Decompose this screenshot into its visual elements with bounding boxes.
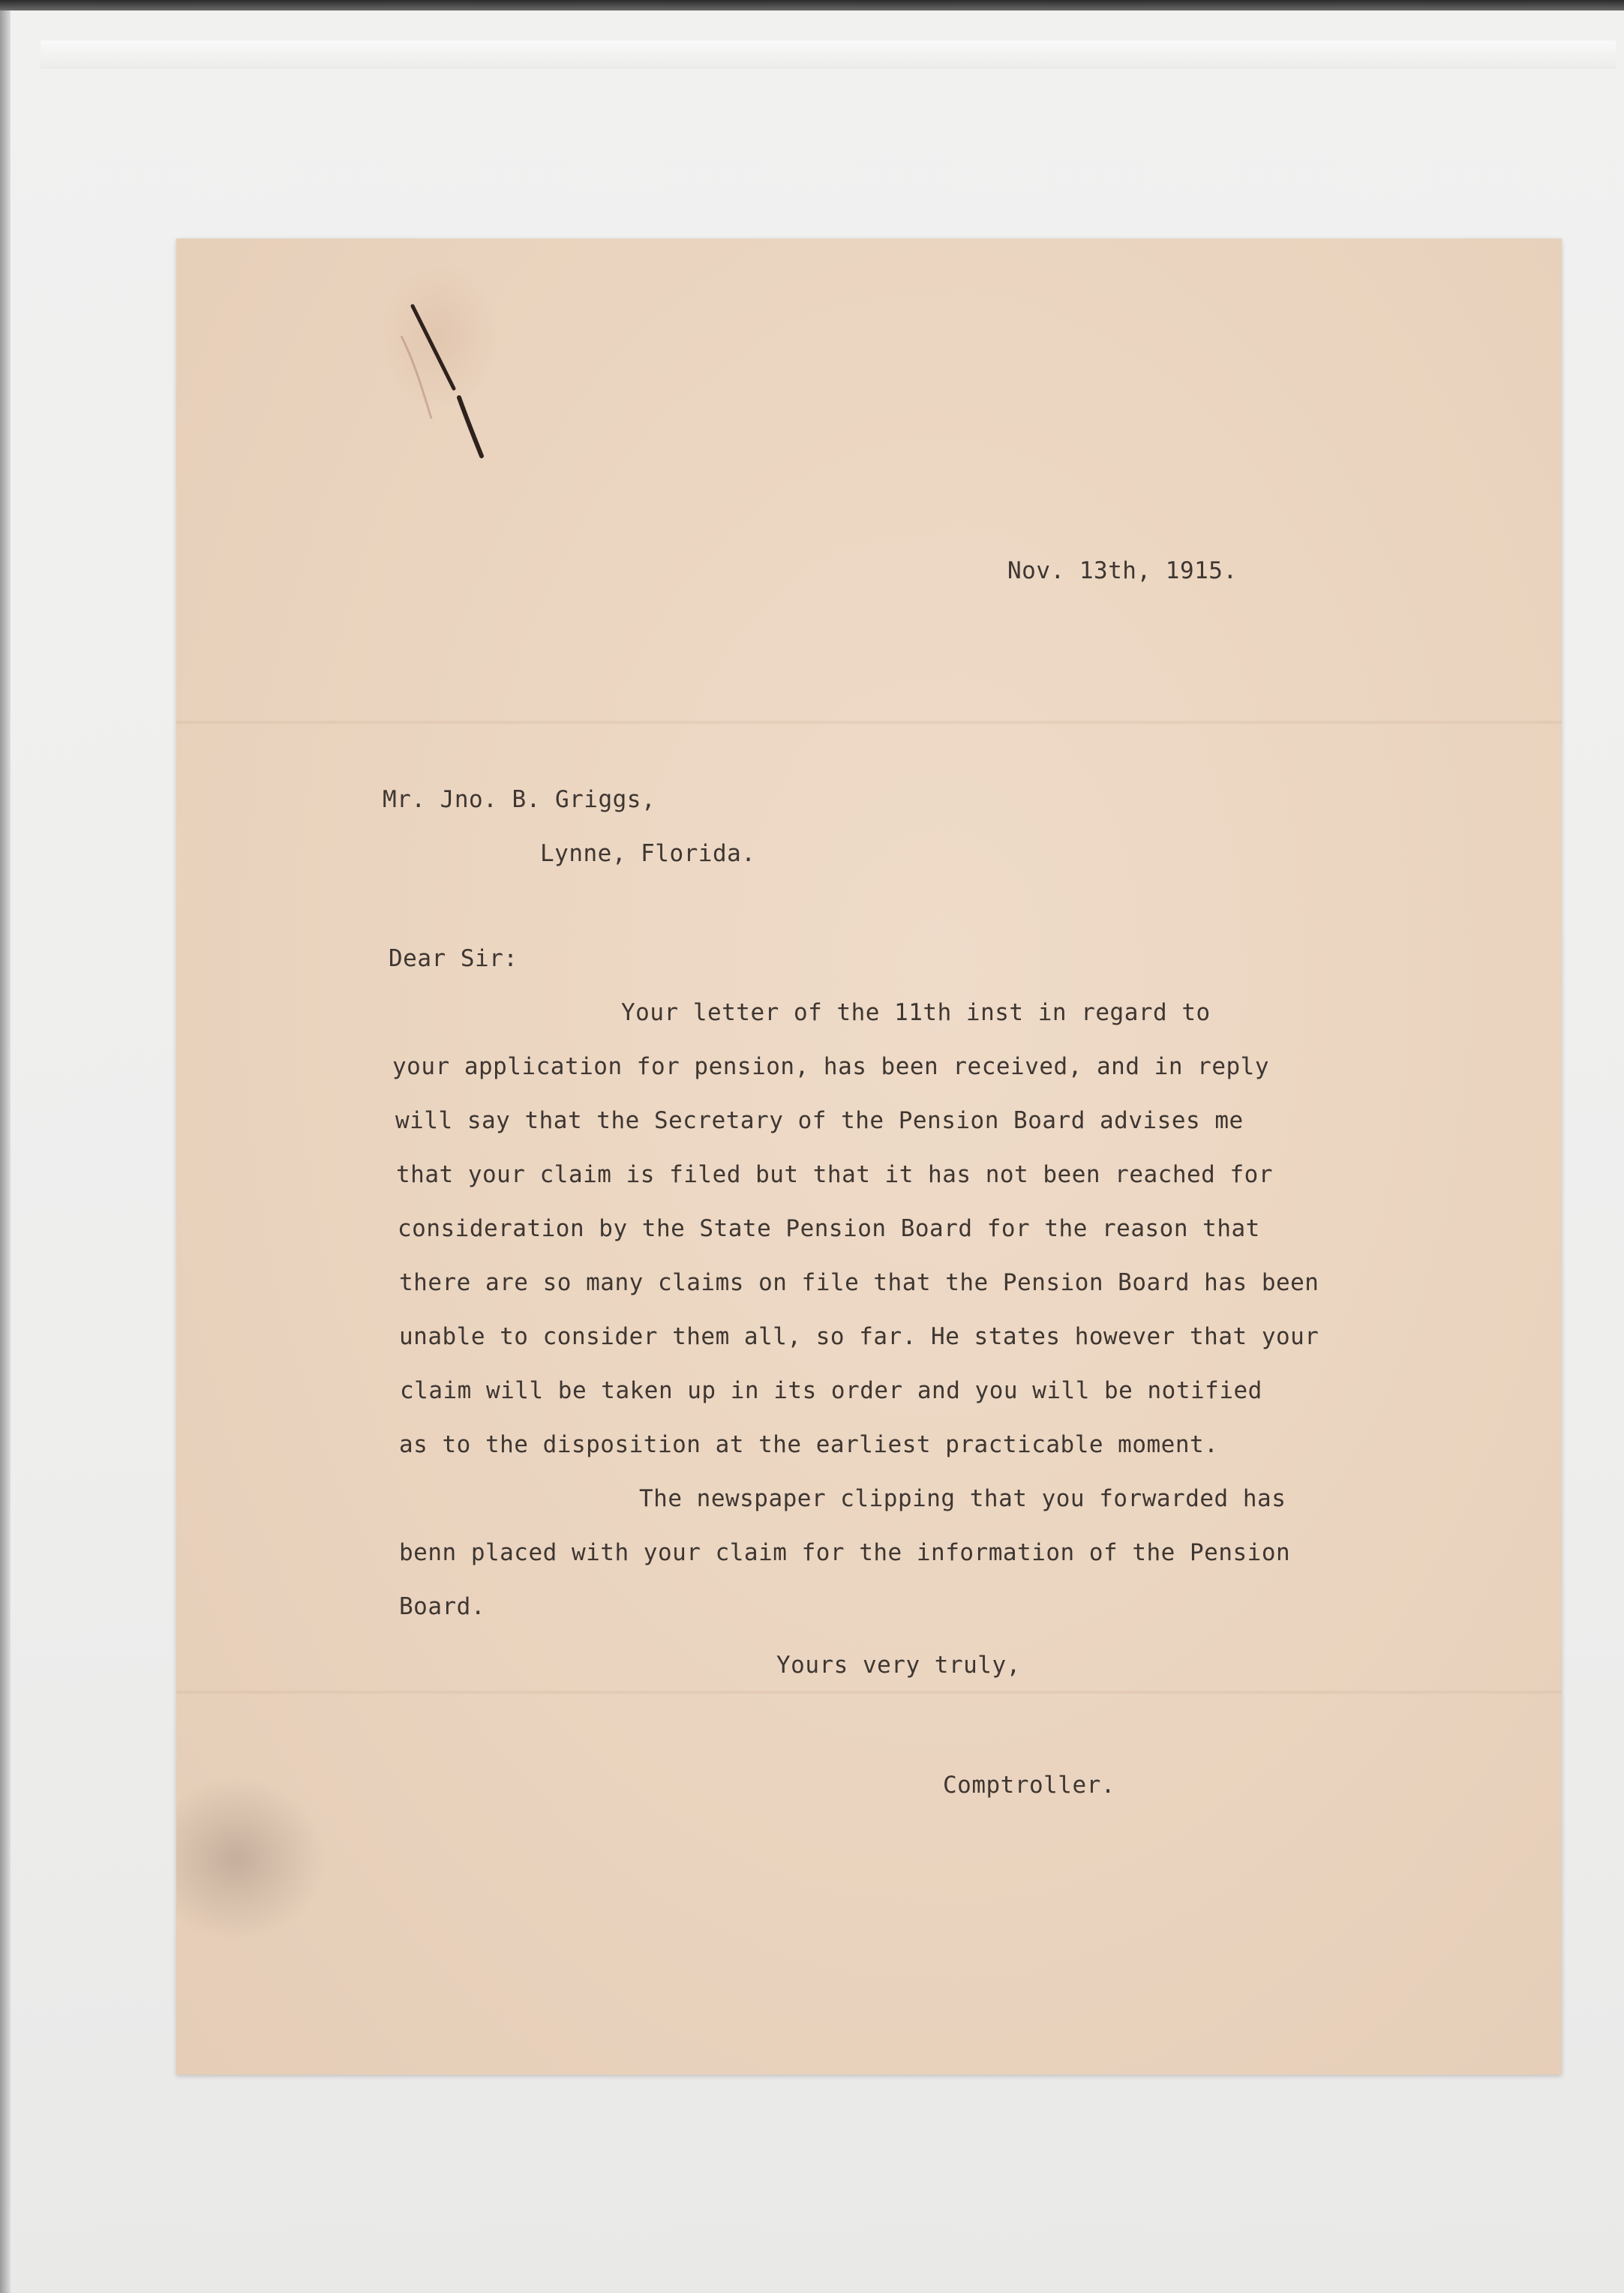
- body-line: Your letter of the 11th inst in regard to: [621, 999, 1211, 1026]
- body-line: consideration by the State Pension Board for the reason that: [398, 1215, 1260, 1242]
- body-line: Board.: [399, 1593, 485, 1620]
- body-line: that your claim is filed but that it has not been reached for: [396, 1161, 1273, 1188]
- body-line: claim will be taken up in its order and you will be notified: [400, 1377, 1262, 1404]
- scan-top-border: [0, 0, 1624, 11]
- body-line: will say that the Secretary of the Pension Board advises me: [395, 1107, 1244, 1134]
- body-line: benn placed with your claim for the information of the Pension: [399, 1539, 1291, 1566]
- scan-left-edge: [0, 11, 11, 2293]
- thumb-smudge: [176, 1776, 326, 1941]
- body-line: The newspaper clipping that you forwarded has: [639, 1485, 1286, 1512]
- body-line: as to the disposition at the earliest practicable moment.: [399, 1431, 1219, 1458]
- closing: Yours very truly,: [776, 1652, 1021, 1679]
- body-line: there are so many claims on file that the Pension Board has been: [399, 1269, 1319, 1296]
- body-line: unable to consider them all, so far. He states however that your: [399, 1323, 1319, 1350]
- recipient-location: Lynne, Florida.: [540, 840, 756, 867]
- scan-glare: [41, 41, 1616, 69]
- fold-crease: [176, 1690, 1562, 1694]
- body-line: your application for pension, has been received, and in reply: [392, 1053, 1269, 1080]
- letter-date: Nov. 13th, 1915.: [1007, 557, 1238, 584]
- ink-slash-mark: [398, 269, 503, 464]
- recipient-name: Mr. Jno. B. Griggs,: [383, 786, 656, 813]
- fold-crease: [176, 720, 1562, 725]
- letter-page: [176, 239, 1562, 2075]
- signature-title: Comptroller.: [943, 1772, 1115, 1799]
- salutation: Dear Sir:: [389, 945, 518, 972]
